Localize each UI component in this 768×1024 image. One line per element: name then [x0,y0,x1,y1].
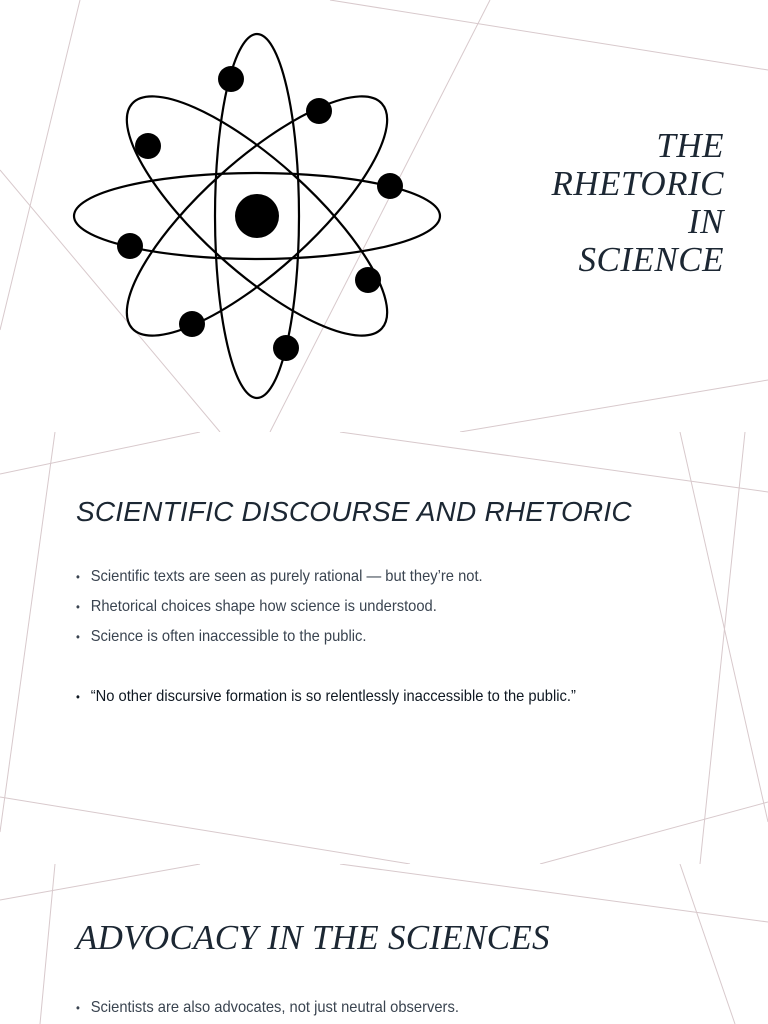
bullet-item: • Scientific texts are seen as purely rational — but they’re not. [76,562,483,592]
atom-icon [67,26,447,406]
bullet-item: • Science is often inaccessible to the public. [76,622,483,652]
bullet-list [76,562,518,652]
title-line: IN [688,202,724,242]
title-line: SCIENCE [578,240,724,280]
advocacy-slide [0,864,768,1024]
slide-heading: ADVOCACY IN THE SCIENCES [76,918,550,957]
slide-heading: SCIENTIFIC DISCOURSE AND RHETORIC [76,496,632,527]
title-line: THE [656,126,724,166]
quote-bullet: • “No other discursive formation is so relentlessly inaccessible to the public.” [76,684,576,710]
bullet-item: • Rhetorical choices shape how science is understood. [76,592,483,622]
title-heading [551,127,724,279]
bullet-item: • Scientists are also advocates, not just neutral observers. [76,994,459,1022]
title-slide [0,0,768,432]
discourse-slide [0,432,768,864]
title-line: RHETORIC [551,164,724,204]
